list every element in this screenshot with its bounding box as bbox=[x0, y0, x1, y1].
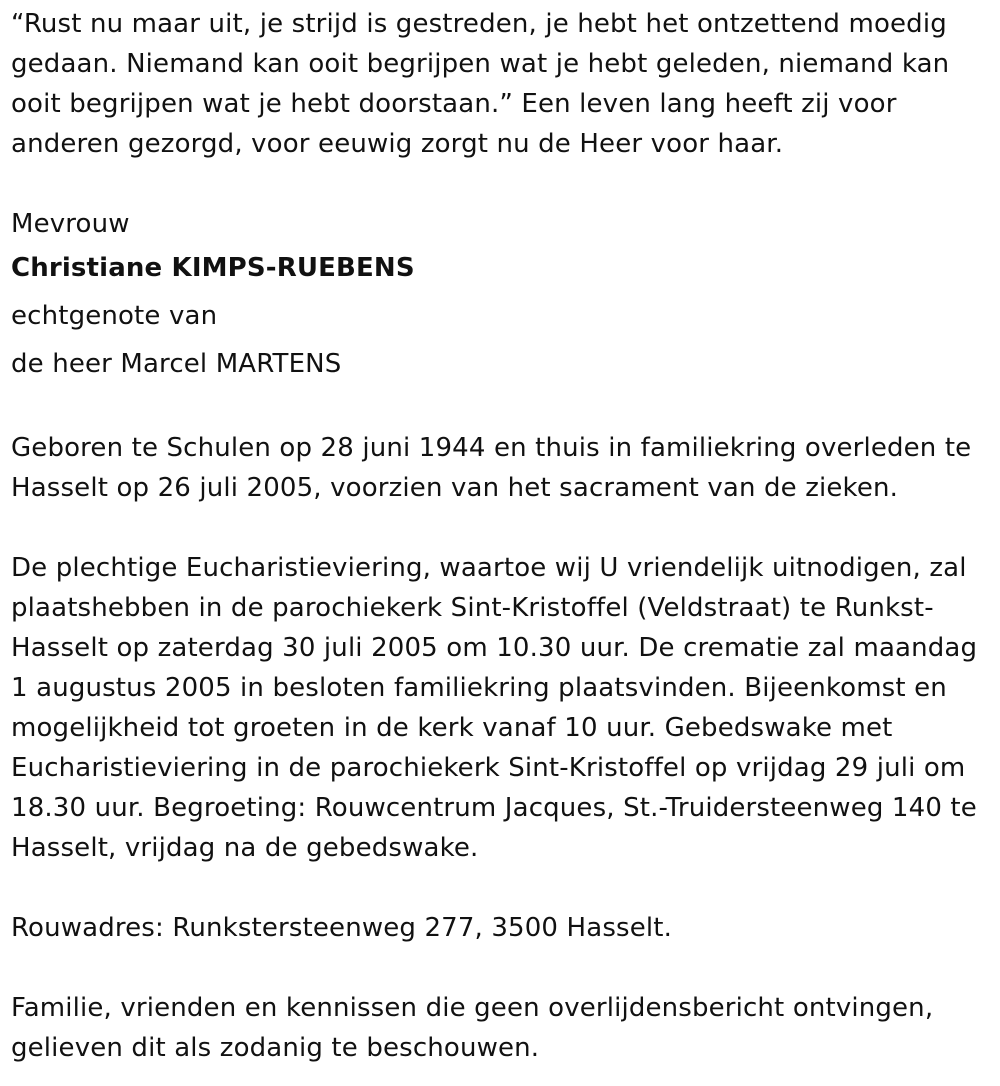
ceremony-details: De plechtige Eucharistieviering, waartoe wij U vriendelijk uitnodigen, zal plaatshebben in de parochiekerk Sint-Kristoffel (Veldstraat) te Runkst-Hasselt op zaterdag 30 juli 2005 om 10.30 uur. De crematie zal maandag 1 augustus 2005 in besloten familiekring plaatsvinden. Bijeenkomst en mogelijkheid tot groeten in de kerk vanaf 10 uur. Gebedswake met Eucharistieviering in de parochiekerk Sint-Kristoffel op vrijdag 29 juli om 18.30 uur. Begroeting: Rouwcentrum Jacques, St.-Truidersteenweg 140 te Hasselt, vrijdag na de gebedswake. bbox=[11, 553, 978, 863]
salutation: Mevrouw bbox=[11, 209, 130, 239]
birth-death-details: Geboren te Schulen op 28 juni 1944 en thuis in familiekring overleden te Hasselt op 26 juli 2005, voorzien van het sacrament van de zieken. bbox=[11, 433, 972, 503]
spouse-label: echtgenote van bbox=[11, 301, 218, 331]
mourning-address: Rouwadres: Runkstersteenweg 277, 3500 Hasselt. bbox=[11, 913, 672, 943]
obituary-document bbox=[11, 4, 993, 1068]
spouse-name: de heer Marcel MARTENS bbox=[11, 349, 342, 379]
deceased-name: Christiane KIMPS-RUEBENS bbox=[11, 253, 415, 283]
closing-note: Familie, vrienden en kennissen die geen overlijdensbericht ontvingen, gelieven dit als zodanig te beschouwen. bbox=[11, 993, 934, 1063]
opening-quote: “Rust nu maar uit, je strijd is gestreden, je hebt het ontzettend moedig gedaan. Niemand kan ooit begrijpen wat je hebt geleden, niemand kan ooit begrijpen wat je hebt doorstaan.” Een leven lang heeft zij voor anderen gezorgd, voor eeuwig zorgt nu de Heer voor haar. bbox=[11, 9, 950, 159]
